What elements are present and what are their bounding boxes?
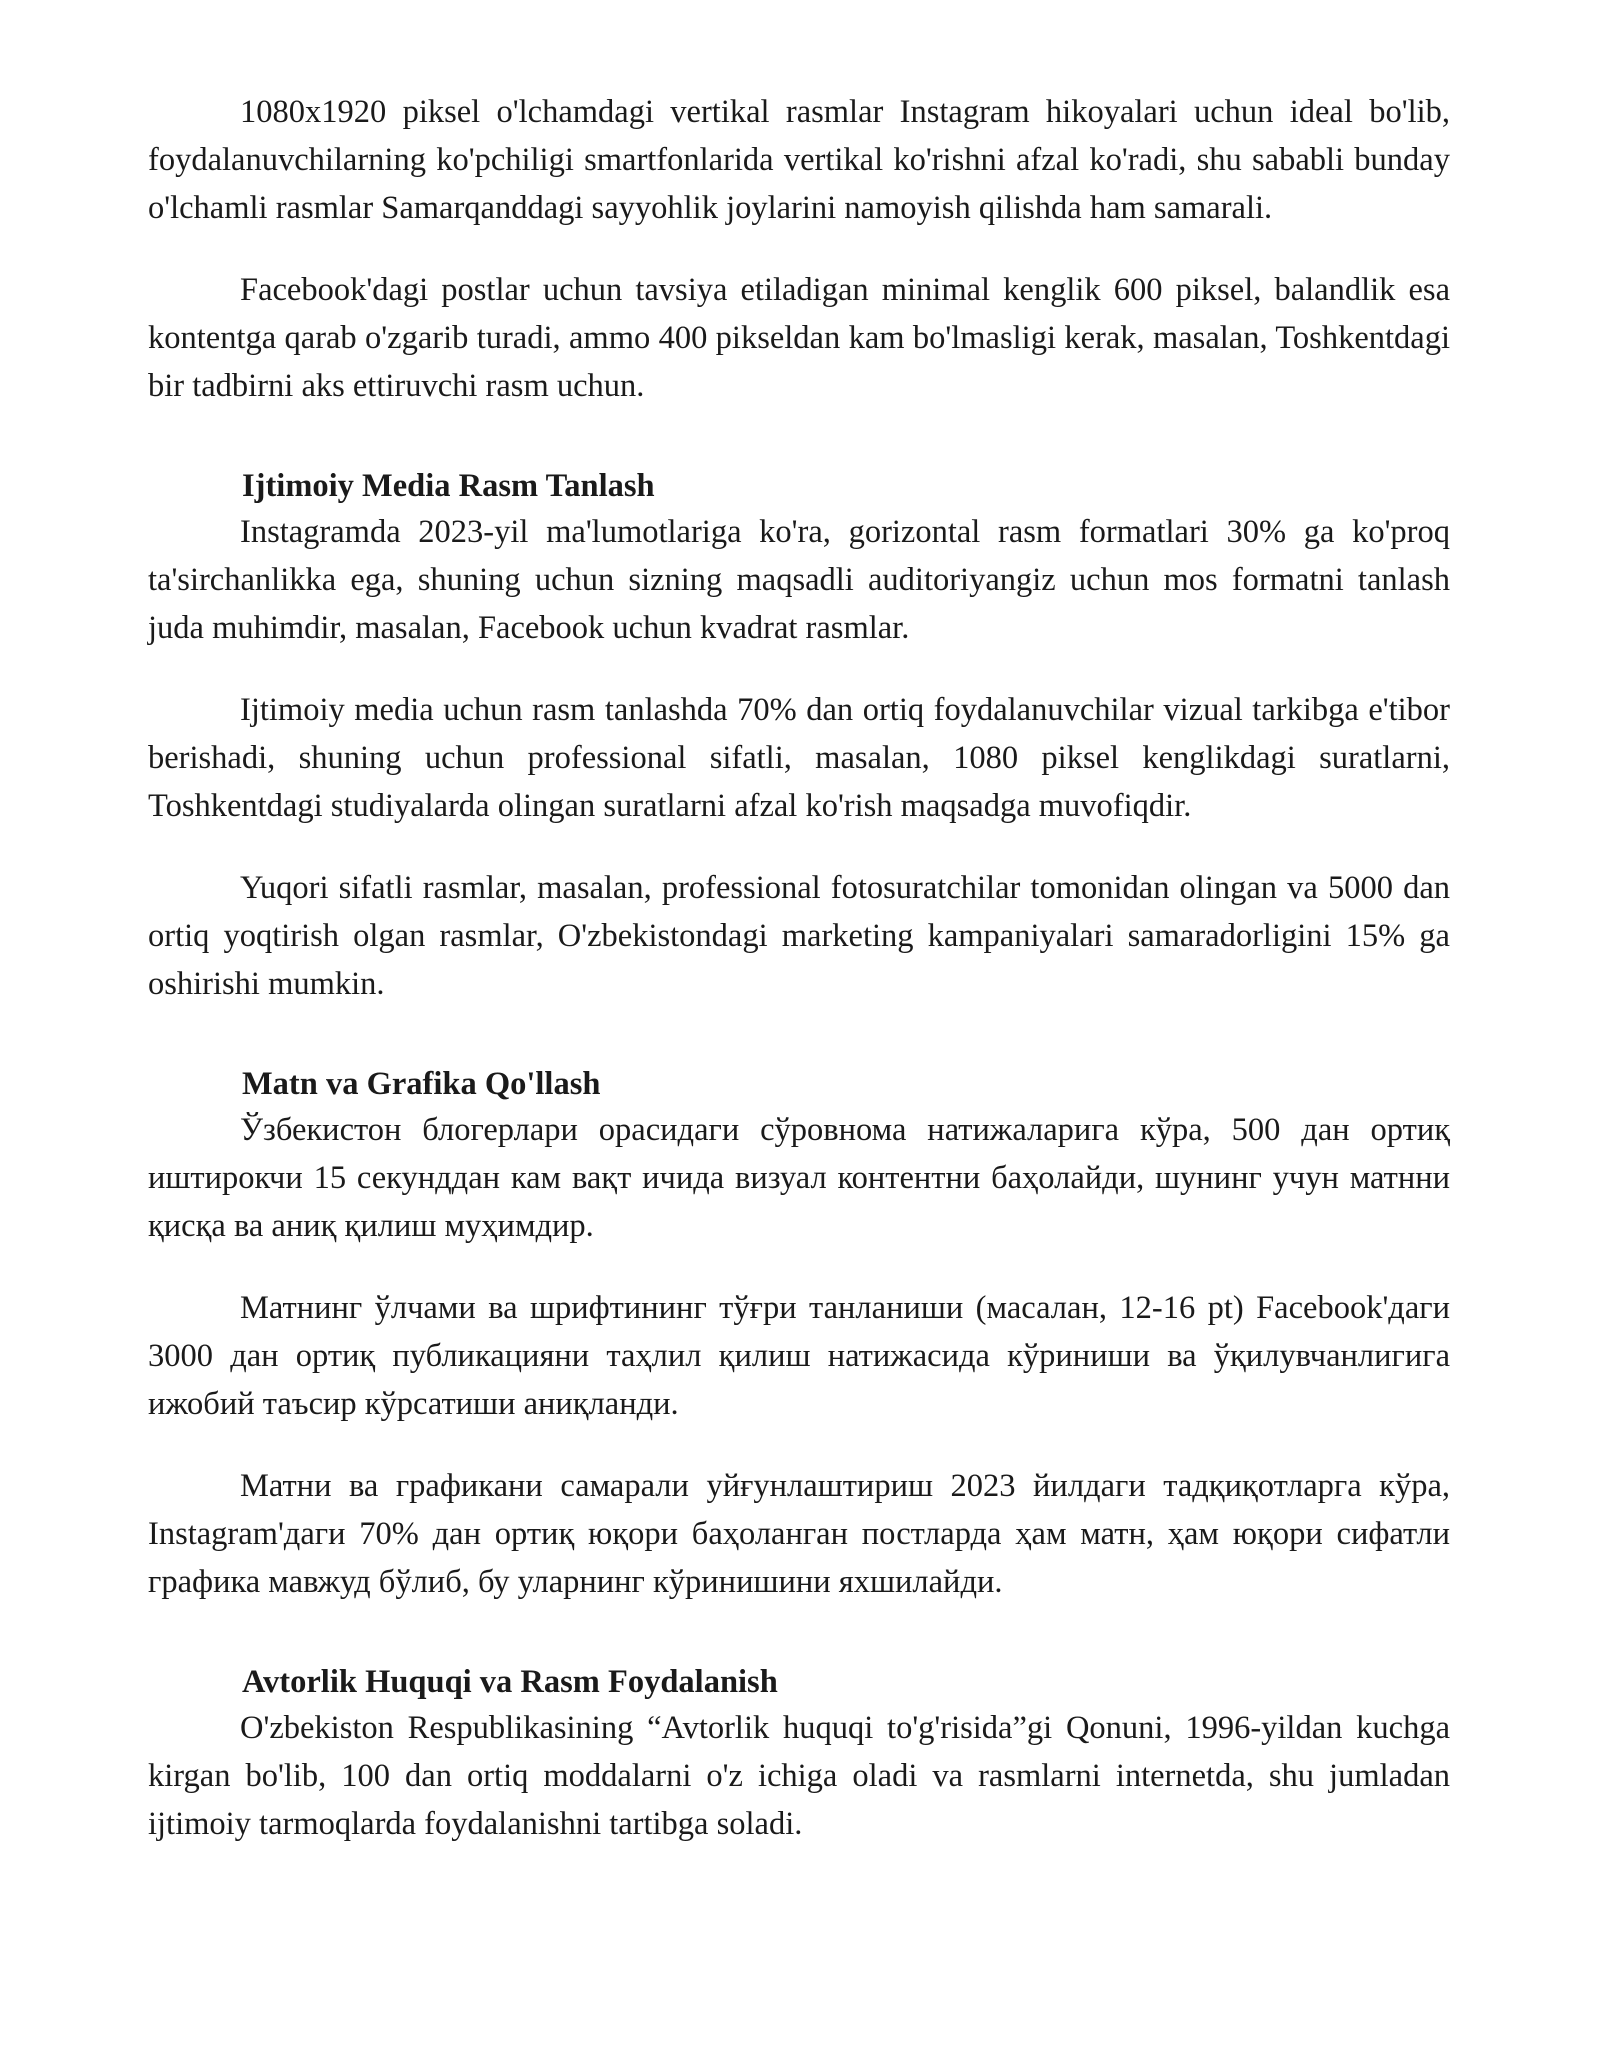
paragraph: 1080x1920 piksel o'lchamdagi vertikal rasmlar Instagram hikoyalari uchun ideal bo'lib, foydalanuvchilarning ko'pchiligi smartfonlarida vertikal ko'rishni afzal ko'radi, shu sababli bunday o'lchamli rasmlar Samarqanddagi sayyohlik joylarini namoyish qilishda ham samarali. [148,94,1450,226]
section-heading: Ijtimoiy Media Rasm Tanlash [242,468,655,504]
document-page [148,88,1450,1882]
paragraph: Instagramda 2023-yil ma'lumotlariga ko'ra, gorizontal rasm formatlari 30% ga ko'proq ta'sirchanlikka ega, shuning uchun sizning maqsadli auditoriyangiz uchun mos formatni tanlash juda muhimdir, masalan, Facebook uchun kvadrat rasmlar. [148,514,1450,646]
paragraph: Матни ва графикани самарали уйғунлаштириш 2023 йилдаги тадқиқотларга кўра, Instagram'даги 70% дан ортиқ юқори баҳоланган постларда ҳам матн, ҳам юқори сифатли графика мавжуд бўлиб, бу уларнинг кўринишини яхшилайди. [148,1468,1450,1600]
section-heading: Matn va Grafika Qo'llash [242,1066,601,1102]
paragraph: Ijtimoiy media uchun rasm tanlashda 70% dan ortiq foydalanuvchilar vizual tarkibga e'tibor berishadi, shuning uchun professional sifatli, masalan, 1080 piksel kenglikdagi suratlarni, Toshkentdagi studiyalarda olingan suratlarni afzal ko'rish maqsadga muvofiqdir. [148,692,1450,824]
paragraph: Матнинг ўлчами ва шрифтининг тўғри танланиши (масалан, 12-16 pt) Facebook'даги 3000 дан ортиқ публикацияни таҳлил қилиш натижасида кўриниши ва ўқилувчанлигига ижобий таъсир кўрсатиши аниқланди. [148,1290,1450,1422]
paragraph: Yuqori sifatli rasmlar, masalan, professional fotosuratchilar tomonidan olingan va 5000 dan ortiq yoqtirish olgan rasmlar, O'zbekistondagi marketing kampaniyalari samaradorligini 15% ga oshirishi mumkin. [148,870,1450,1002]
paragraph: Ўзбекистон блогерлари орасидаги сўровнома натижаларига кўра, 500 дан ортиқ иштирокчи 15 секунддан кам вақт ичида визуал контентни баҳолайди, шунинг учун матнни қисқа ва аниқ қилиш муҳимдир. [148,1112,1450,1244]
paragraph: O'zbekiston Respublikasining “Avtorlik huquqi to'g'risida”gi Qonuni, 1996-yildan kuchga kirgan bo'lib, 100 dan ortiq moddalarni o'z ichiga oladi va rasmlarni internetda, shu jumladan ijtimoiy tarmoqlarda foydalanishni tartibga soladi. [148,1710,1450,1842]
paragraph: Facebook'dagi postlar uchun tavsiya etiladigan minimal kenglik 600 piksel, balandlik esa kontentga qarab o'zgarib turadi, ammo 400 pikseldan kam bo'lmasligi kerak, masalan, Toshkentdagi bir tadbirni aks ettiruvchi rasm uchun. [148,272,1450,404]
section-heading: Avtorlik Huquqi va Rasm Foydalanish [242,1664,778,1700]
